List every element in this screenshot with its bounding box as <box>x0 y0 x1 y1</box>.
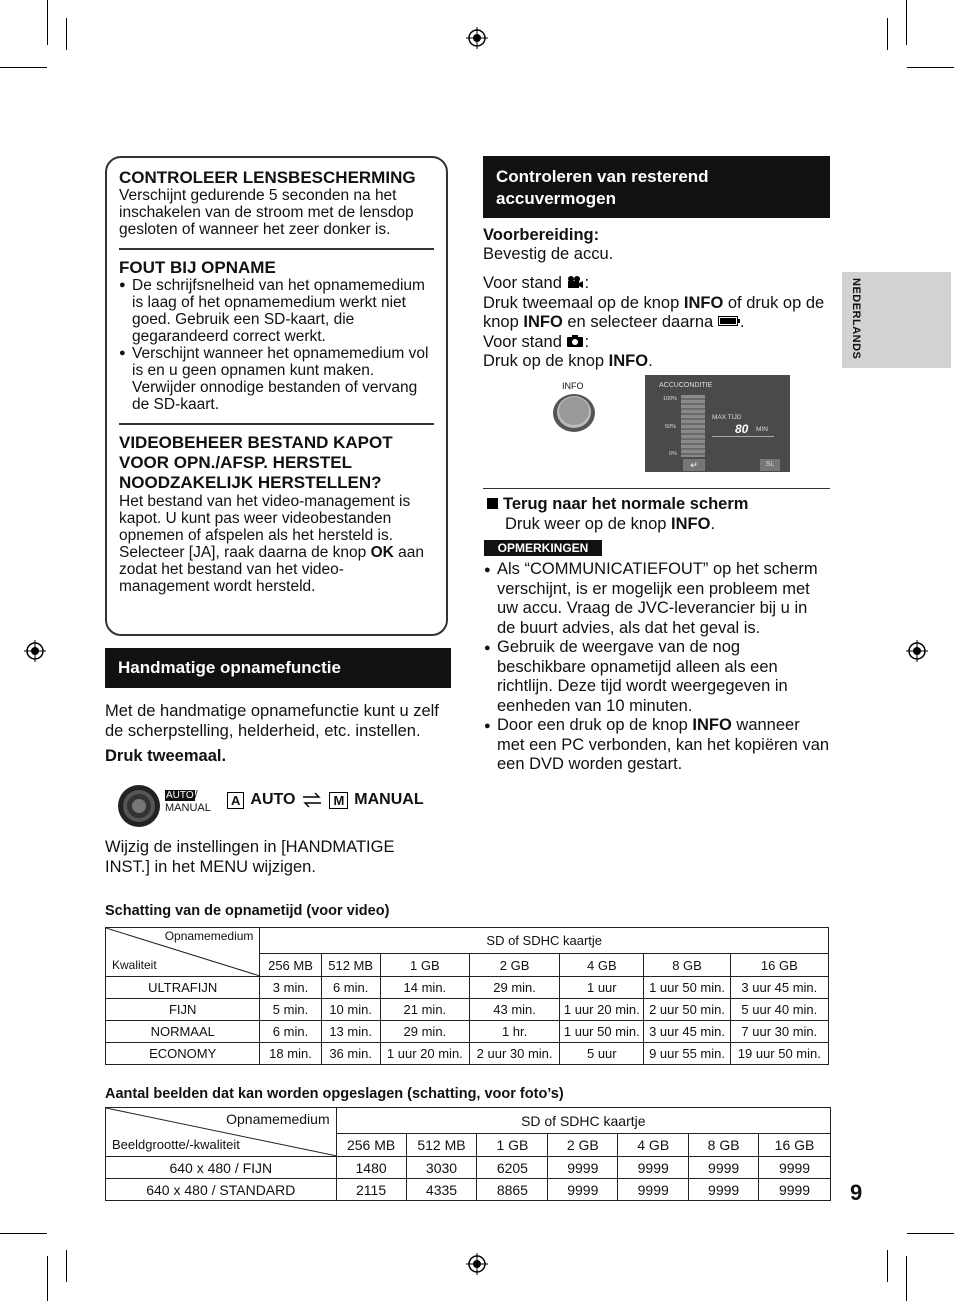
manual-label: MANUAL <box>165 802 211 814</box>
lcd-value: 80 <box>735 422 749 436</box>
battery-icon <box>718 316 740 326</box>
info-button-icon[interactable] <box>551 391 597 433</box>
lcd-50: 50% <box>665 424 677 430</box>
lens-cover-title: CONTROLEER LENSBESCHERMING <box>119 168 416 187</box>
recording-error-title: FOUT BIJ OPNAME <box>119 258 276 277</box>
battery-instructions: Voor stand : Druk tweemaal op de knop INFO of druk op de knop INFO en selecteer daarna . Voor stand : Druk op de knop INFO. <box>483 274 825 370</box>
manual-mode-label: MANUAL <box>354 791 424 808</box>
crop-mark <box>887 1250 888 1282</box>
notes-list <box>484 560 830 775</box>
video-table-caption: Schatting van de opnametijd (voor video) <box>105 903 390 919</box>
video-camera-icon <box>566 275 584 289</box>
error-messages-box <box>105 156 448 636</box>
lcd-underline <box>712 436 774 437</box>
crop-mark <box>907 1233 954 1234</box>
lcd-max-label: MAX TIJD <box>712 414 742 421</box>
lcd-100: 100% <box>663 396 678 402</box>
crop-mark <box>907 67 954 68</box>
recording-error-bullet: ● De schrijfsnelheid van het opnamemedium is laag of het opnamemedium werkt niet goed. Gebruik een SD-kaart, die gegarandeerd correct werkt. <box>119 277 434 345</box>
note-item: ● Door een druk op de knop INFO wanneer met een PC verbonden, kan het kopiëren van een DVD worden gestart. <box>484 716 830 775</box>
video-management-text: Het bestand van het video-management is kapot. U kunt pas weer videobestanden opnemen of afspelen als het hersteld is. Selecteer [JA], raak daarna de knop OK aan zodat het bestand van het video-management wordt hersteld. <box>119 493 425 595</box>
registration-mark-icon <box>906 640 928 662</box>
divider <box>483 488 830 489</box>
lcd-sl-button: SL <box>760 459 780 471</box>
crop-mark <box>906 0 907 45</box>
language-tab-label: NEDERLANDS <box>850 278 862 360</box>
auto-badge: AUTO <box>166 790 194 801</box>
back-title: Terug naar het normale scherm <box>487 495 748 515</box>
manual-intro: Met de handmatige opnamefunctie kunt u zelf de scherpstelling, helderheid, etc. instellen. <box>105 702 439 740</box>
notes-badge: OPMERKINGEN <box>484 540 602 556</box>
back-text: Druk weer op de knop INFO. <box>505 515 716 533</box>
table-row: 640 x 480 / STANDARD 2115 4335 8865 9999 9999 9999 9999 <box>106 1179 831 1201</box>
recording-error-bullet: ● Verschijnt wanneer het opnamemedium vol is en u geen opnamen kunt maken. Verwijder onnodige bestanden of vervang de SD-kaart. <box>119 345 434 413</box>
battery-section-heading: Controleren van resterend accuvermogen <box>483 156 830 218</box>
manual-footer: Wijzig de instellingen in [HANDMATIGE INST.] in het MENU wijzigen. <box>105 838 395 876</box>
table-row: ULTRAFIJN 3 min. 6 min. 14 min. 29 min. 1 uur 1 uur 50 min. 3 uur 45 min. <box>106 977 829 999</box>
prep-label: Voorbereiding: <box>483 226 600 244</box>
media-header: SD of SDHC kaartje <box>336 1108 830 1134</box>
video-time-table <box>105 927 829 1065</box>
mode-toggle <box>227 789 424 811</box>
crop-mark <box>47 0 48 45</box>
table-corner: Opnamemedium Kwaliteit <box>106 928 260 977</box>
crop-mark <box>906 1256 907 1301</box>
photo-count-table <box>105 1107 831 1201</box>
battery-status-screen <box>645 375 790 472</box>
square-bullet-icon <box>487 498 498 509</box>
lens-cover-text: Verschijnt gedurende 5 seconden na het inschakelen van de stroom met de lensdop gesloten of wanneer het zeer donker is. <box>119 187 414 238</box>
crop-mark <box>0 1233 47 1234</box>
media-header: SD of SDHC kaartje <box>260 928 829 954</box>
photo-camera-icon <box>566 334 584 348</box>
registration-mark-icon <box>466 1253 488 1275</box>
crop-mark <box>66 18 67 50</box>
divider <box>119 423 434 425</box>
manual-section-heading: Handmatige opnamefunctie <box>105 648 451 688</box>
crop-mark <box>66 1250 67 1282</box>
note-item: ● Gebruik de weergave van de nog beschikbare opnametijd alleen als een richtlijn. Deze tijd wordt weergegeven in eenheden van 10 minuten. <box>484 638 830 716</box>
table-row: NORMAAL 6 min. 13 min. 29 min. 1 hr. 1 uur 50 min. 3 uur 45 min. 7 uur 30 min. <box>106 1021 829 1043</box>
table-row: ECONOMY 18 min. 36 min. 1 uur 20 min. 2 uur 30 min. 5 uur 9 uur 55 min. 19 uur 50 min. <box>106 1043 829 1065</box>
toggle-arrows-icon <box>301 789 323 811</box>
auto-mode-label: AUTO <box>250 791 296 808</box>
prep-text: Bevestig de accu. <box>483 245 614 263</box>
lcd-title: ACCUCONDITIE <box>659 382 713 389</box>
info-button-label: INFO <box>562 381 584 391</box>
photo-table-caption: Aantal beelden dat kan worden opgeslagen (schatting, voor foto’s) <box>105 1086 564 1102</box>
crop-mark <box>47 1256 48 1301</box>
video-management-title: VIDEOBEHEER BESTAND KAPOT VOOR OPN./AFSP. HERSTEL NOODZAKELIJK HERSTELLEN? <box>119 433 393 492</box>
note-item: ● Als “COMMUNICATIEFOUT” op het scherm verschijnt, is er mogelijk een probleem met uw accu. Vraag de JVC-leverancier bij u in de buurt advies, als dat het geval is. <box>484 560 830 638</box>
crop-mark <box>0 67 47 68</box>
language-tab <box>842 272 951 368</box>
page-number: 9 <box>850 1180 863 1205</box>
dial-button-icon[interactable] <box>117 784 161 828</box>
table-corner: Opnamemedium Beeldgrootte/-kwaliteit <box>106 1108 337 1157</box>
lcd-unit: MIN <box>756 426 768 433</box>
table-row: FIJN 5 min. 10 min. 21 min. 43 min. 1 uur 20 min. 2 uur 50 min. 5 uur 40 min. <box>106 999 829 1021</box>
registration-mark-icon <box>466 27 488 49</box>
registration-mark-icon <box>24 640 46 662</box>
lcd-back-icon: ↵ <box>683 459 705 471</box>
crop-mark <box>887 18 888 50</box>
dial-label: AUTO/ MANUAL <box>165 789 211 814</box>
table-row: 640 x 480 / FIJN 1480 3030 6205 9999 9999 9999 9999 <box>106 1157 831 1179</box>
divider <box>119 248 434 250</box>
manual-press: Druk tweemaal. <box>105 747 227 765</box>
size-header-row: 256 MB 512 MB 1 GB 2 GB 4 GB 8 GB 16 GB <box>106 1134 831 1157</box>
lcd-battery-gauge <box>681 395 705 457</box>
lcd-0: 0% <box>669 451 677 457</box>
auto-key-icon: A <box>227 792 244 809</box>
size-header-row: 256 MB 512 MB 1 GB 2 GB 4 GB 8 GB 16 GB <box>106 954 829 977</box>
manual-key-icon: M <box>329 792 348 809</box>
